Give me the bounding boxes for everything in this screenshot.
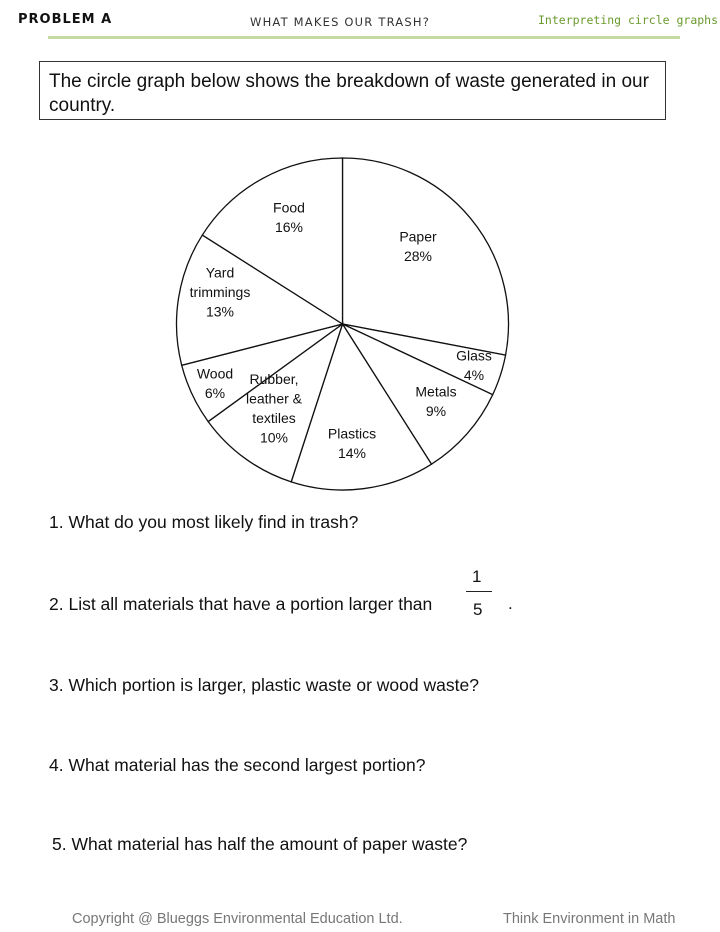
pie-label-plastics: Plastics 14% — [327, 425, 377, 461]
question-5: 5. What material has half the amount of paper waste? — [52, 834, 468, 854]
pie-label-yard: Yard trimmings 13% — [189, 264, 251, 320]
fraction-numerator: 1 — [472, 567, 482, 586]
worksheet-title: WHAT MAKES OUR TRASH? — [250, 15, 431, 29]
pie-label-wood: Wood 6% — [196, 365, 234, 401]
problem-label: PROBLEM A — [18, 12, 113, 27]
pie-label-metals: Metals 9% — [415, 383, 457, 419]
question-2: 2. List all materials that have a portion larger than — [49, 594, 433, 614]
intro-box: The circle graph below shows the breakdown of waste generated in our country. — [39, 61, 666, 120]
question-4: 4. What material has the second largest portion? — [49, 755, 426, 775]
copyright-text: Copyright @ Blueggs Environmental Education Ltd. — [72, 911, 403, 927]
pie-label-paper: Paper 28% — [399, 228, 437, 264]
topic-label: Interpreting circle graphs — [538, 13, 719, 27]
pie-label-rubber: Rubber, leather & textiles 10% — [245, 370, 303, 446]
question-2-period: . — [508, 594, 513, 613]
question-1: 1. What do you most likely find in trash? — [49, 512, 359, 532]
pie-label-glass: Glass 4% — [456, 347, 492, 383]
pie-label-food: Food 16% — [273, 199, 305, 235]
fraction-denominator: 5 — [473, 600, 483, 619]
fraction-bar — [466, 591, 492, 592]
footer-tagline: Think Environment in Math — [503, 911, 676, 927]
question-3: 3. Which portion is larger, plastic waste or wood waste? — [49, 675, 479, 695]
